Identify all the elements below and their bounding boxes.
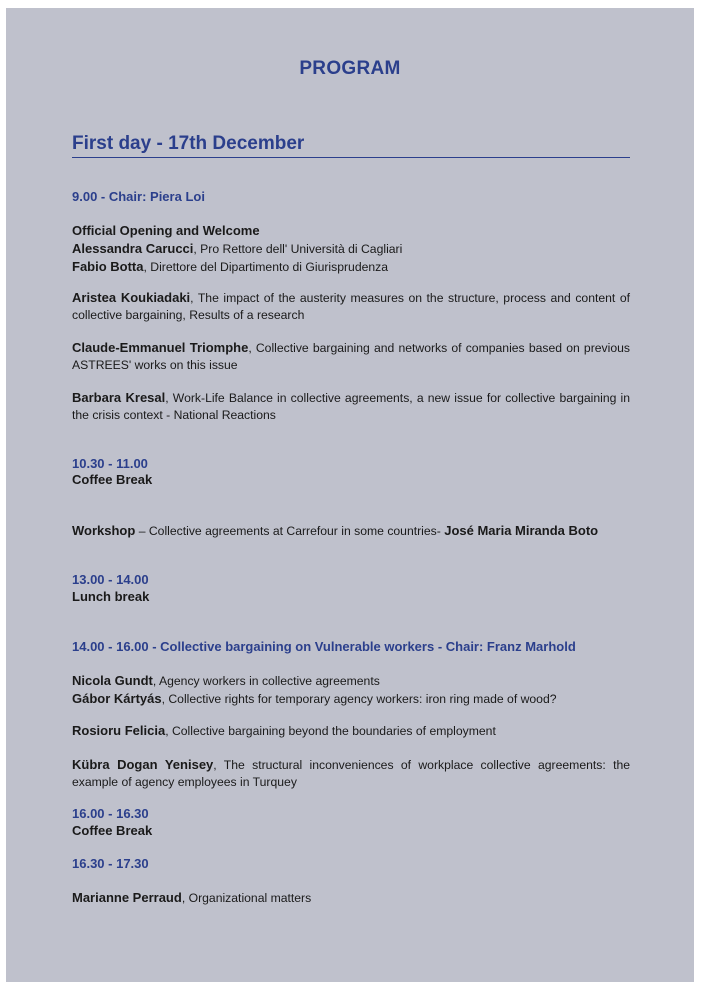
session-time-4: 14.00 - 16.00 - Collective bargaining on Vulnerable workers - Chair: Franz Marhold: [72, 639, 576, 654]
speaker-name: Alessandra Carucci: [72, 241, 194, 256]
speaker-name: Aristea Koukiadaki: [72, 290, 191, 305]
workshop-block: [72, 522, 630, 540]
session-time-3: 13.00 - 14.00: [72, 572, 149, 587]
session-time-5: 16.00 - 16.30: [72, 806, 149, 821]
talk-triomphe: [72, 339, 630, 374]
talk-koukiadaki: [72, 289, 630, 324]
talk-title: , Organizational matters: [181, 891, 312, 905]
coffee-break-label: Coffee Break: [72, 472, 153, 487]
talk-title: , Collective bargaining and networks of companies based on previous ASTREES' works on this issue: [72, 341, 630, 372]
opening-title: Official Opening and Welcome: [72, 223, 260, 238]
speaker-name: Claude-Emmanuel Triomphe: [72, 340, 249, 355]
session-time-6: 16.30 - 17.30: [72, 856, 149, 871]
page-title: PROGRAM: [299, 58, 401, 79]
break-label: [72, 471, 630, 489]
talk-felicia: [72, 722, 630, 740]
talk-title: , Agency workers in collective agreements: [152, 674, 380, 688]
speaker-name: Barbara Kresal: [72, 390, 166, 405]
workshop-label: Workshop: [72, 523, 136, 538]
talk-title: , Collective bargaining beyond the boundaries of employment: [165, 724, 496, 738]
speaker-name: José Maria Miranda Boto: [444, 523, 599, 538]
speaker-name: Fabio Botta: [72, 259, 144, 274]
coffee-break-label: Coffee Break: [72, 823, 153, 838]
session-time-1: 9.00 - Chair: Piera Loi: [72, 189, 205, 204]
speaker-name: Kübra Dogan Yenisey: [72, 757, 214, 772]
talk-kresal: [72, 389, 630, 424]
talk-title: , The impact of the austerity measures on the structure, process and content of collective bargaining, Results of a research: [72, 291, 630, 322]
speaker-name: Rosioru Felicia: [72, 723, 166, 738]
talk-yenisey: [72, 756, 630, 791]
lunch-break-label: Lunch break: [72, 589, 150, 604]
workshop-text: – Collective agreements at Carrefour in some countries-: [135, 524, 445, 538]
coffee-block: [72, 822, 630, 840]
speaker-name: Marianne Perraud: [72, 890, 182, 905]
speaker-name: Gábor Kártyás: [72, 691, 162, 706]
speaker-role: , Direttore del Dipartimento di Giurisprudenza: [143, 260, 389, 274]
session-time-2: 10.30 - 11.00: [72, 456, 148, 471]
lunch-block: [72, 588, 630, 606]
talk-title: , The structural inconveniences of workplace collective agreements: the example of agency employees in Turquey: [72, 758, 631, 789]
speaker-name: Nicola Gundt: [72, 673, 153, 688]
day-heading: First day - 17th December: [72, 132, 630, 158]
talk-title: , Work-Life Balance in collective agreements, a new issue for collective bargaining in the crisis context - National Reactions: [72, 391, 631, 422]
speaker-role: , Pro Rettore dell' Università di Cagliari: [193, 242, 403, 256]
program-panel: [6, 8, 694, 982]
opening-block: [72, 222, 630, 276]
talk-title: , Collective rights for temporary agency workers: iron ring made of wood?: [161, 692, 557, 706]
talk-perraud: [72, 889, 630, 907]
talks-agency: [72, 672, 630, 708]
